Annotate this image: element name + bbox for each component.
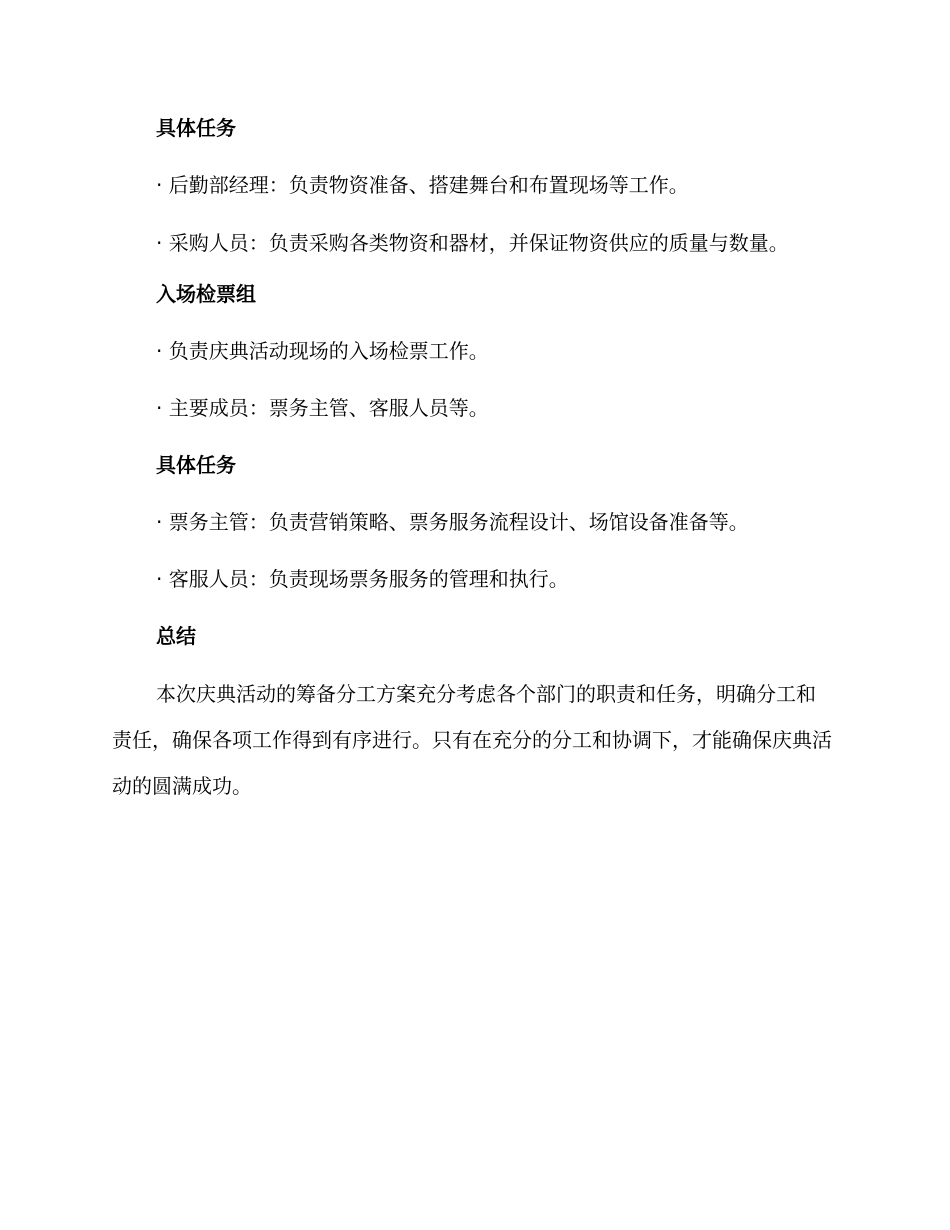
section-heading-ticket-check-group: 入场检票组 — [156, 282, 256, 306]
bullet-customer-service: · 客服人员：负责现场票务服务的管理和执行。 — [156, 567, 569, 591]
summary-paragraph: 本次庆典活动的筹备分工方案充分考虑各个部门的职责和任务，明确分工和责任，确保各项工作得到有序进行。只有在充分的分工和协调下，才能确保庆典活动的圆满成功。 — [112, 682, 832, 798]
document-content — [112, 112, 832, 809]
bullet-ticketing-supervisor: · 票务主管：负责营销策略、票务服务流程设计、场馆设备准备等。 — [156, 510, 749, 534]
bullet-purchasing-staff: · 采购人员：负责采购各类物资和器材，并保证物资供应的质量与数量。 — [156, 231, 789, 255]
bullet-main-members: · 主要成员：票务主管、客服人员等。 — [156, 396, 489, 420]
section-heading-tasks-ticketing: 具体任务 — [156, 453, 236, 477]
bullet-ticket-check-duty: · 负责庆典活动现场的入场检票工作。 — [156, 339, 489, 363]
bullet-logistics-manager: · 后勤部经理：负责物资准备、搭建舞台和布置现场等工作。 — [156, 173, 689, 197]
section-heading-tasks-logistics: 具体任务 — [156, 116, 236, 140]
section-heading-summary: 总结 — [156, 624, 196, 648]
